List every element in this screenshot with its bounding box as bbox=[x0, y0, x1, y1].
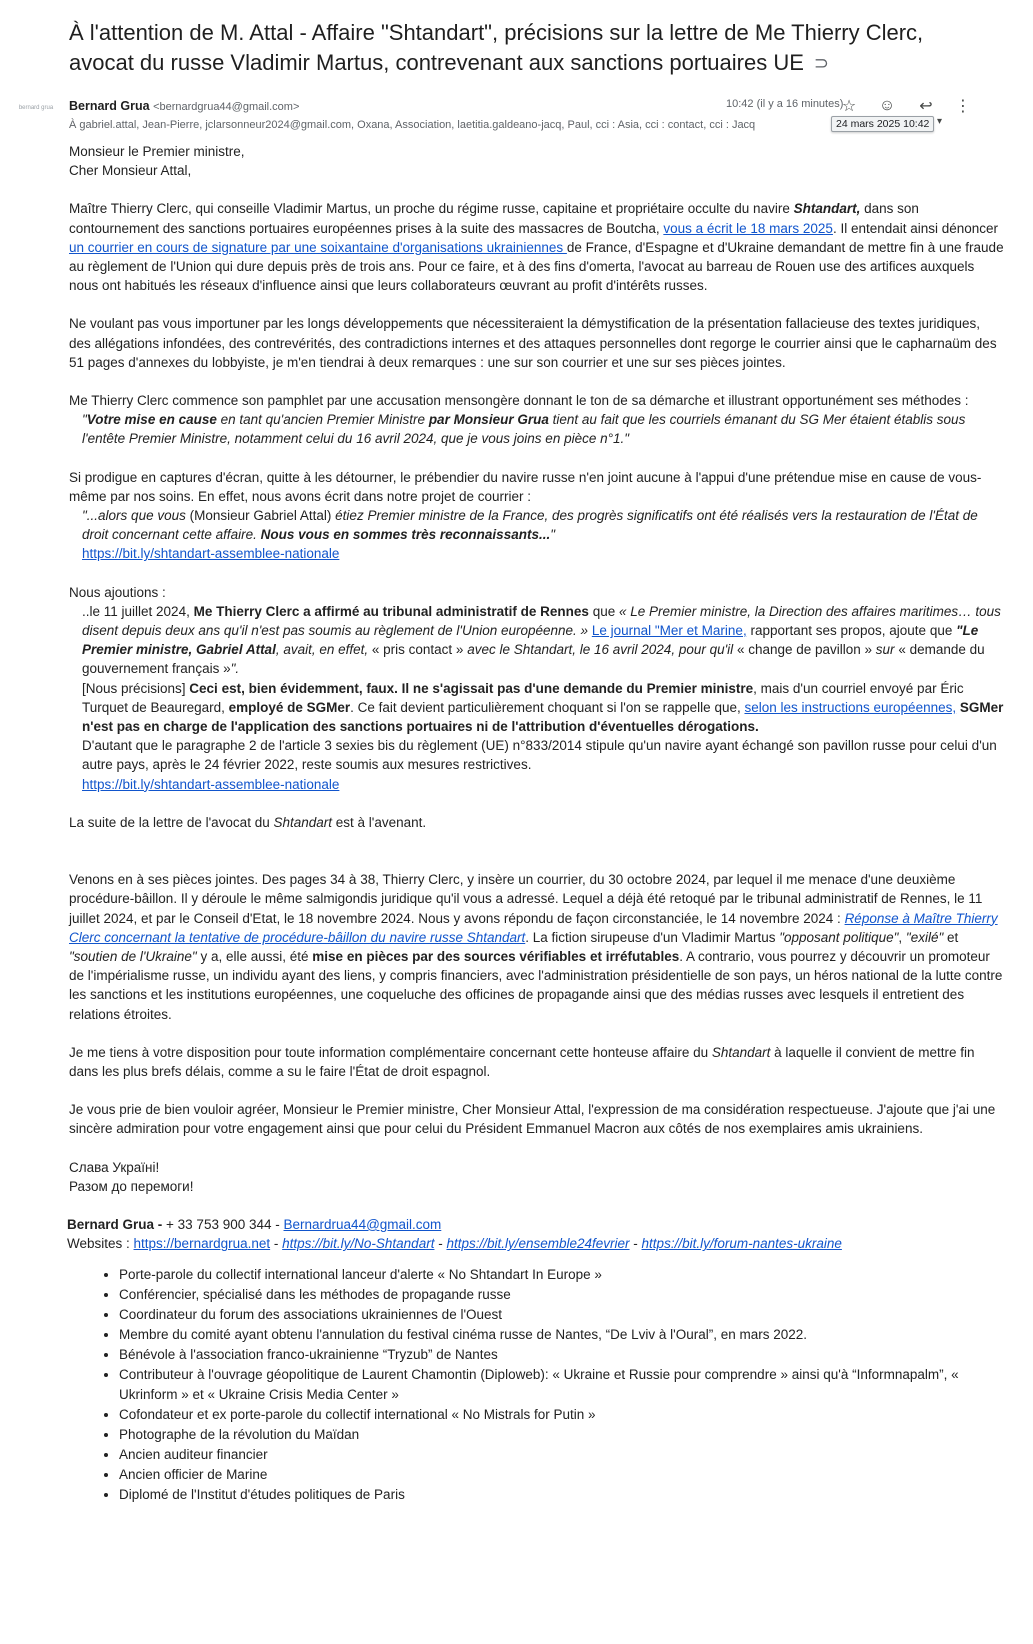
signature bbox=[67, 1215, 1004, 1505]
text: [Nous précisions] bbox=[82, 680, 190, 696]
recipients-line[interactable]: À gabriel.attal, Jean-Pierre, jclarsonneur2024@gmail.com, Oxana, Association, laetitia.galdeano-jacq, Paul, cci : Asia, cci : contact, cci : Jacq bbox=[69, 119, 756, 131]
text: "opposant politique" bbox=[779, 929, 899, 945]
text: - bbox=[270, 1236, 283, 1252]
quote-1 bbox=[82, 410, 1004, 448]
text: , mais d'un courriel envoyé par Éric Turquet de Beauregard, bbox=[82, 680, 964, 715]
text: https://bit.ly/ensemble24fevrier bbox=[446, 1236, 630, 1252]
text: La suite de la lettre de l'avocat du bbox=[69, 814, 274, 830]
paragraph-3 bbox=[69, 391, 1004, 449]
site-link-2[interactable] bbox=[282, 1236, 434, 1251]
text: . A contrario, vous pourrez y découvrir un promoteur de l'impérialisme russe, un individu ayant des liens, y compris financiers, avec l'administration présidentielle de son pays, un héros national de la lutte contre les sanctions et les institutions européennes, une coqueluche des officines de propagande ainsi que des médias russes avec lesquels il entretient des relations étroites. bbox=[69, 948, 1003, 1022]
signature-phone: + 33 753 900 344 - bbox=[166, 1216, 284, 1232]
text: Shtandart bbox=[273, 814, 333, 830]
text: est à l'avenant. bbox=[332, 814, 427, 830]
text: . Ce fait devient particulièrement choquant si l'on se rappelle que, bbox=[350, 699, 745, 715]
text: mise en pièces par des sources vérifiables et irréfutables bbox=[312, 948, 680, 964]
link-instructions[interactable]: selon les instructions européennes, bbox=[744, 699, 957, 715]
list-item: • Bénévole à l'association franco-ukrainienne “Tryzub” de Nantes bbox=[119, 1345, 1004, 1365]
text: Venons en à ses pièces jointes. Des pages 34 à 38, Thierry Clerc, y insère un courrier, du 30 octobre 2024, par lequel il me menace d'une deuxième procédure-bâillon. Il y déroule le même salmigondis juridique qu'il vous a adressé. Lequel a déjà été retoqué par le tribunal administratif de Rennes, le 11 juillet 2024, et par le Conseil d'Etat, le 18 novembre 2024. Nous y avons répondu de façon circonstanciée, le 14 novembre 2024 : bbox=[69, 872, 983, 926]
site-link-1[interactable]: https://bernardgrua.net bbox=[133, 1236, 271, 1252]
paragraph-9: Je vous prie de bien vouloir agréer, Monsieur le Premier ministre, Cher Monsieur Attal, l'expression de ma considération respectueuse. J'ajoute que j'ai une sincère admiration pour votre engagement ainsi que pour celui du Président Emmanuel Macron aux côtés de nos exemplaires amis ukrainiens. bbox=[69, 1102, 996, 1137]
greeting-line-1: Monsieur le Premier ministre, bbox=[69, 144, 245, 159]
text: à laquelle il convient de mettre fin dans les plus brefs délais, comme a su le faire l'État de droit espagnol. bbox=[69, 1044, 975, 1079]
sender-name[interactable]: Bernard Grua bbox=[69, 99, 150, 113]
text: " bbox=[82, 412, 87, 428]
text: que bbox=[588, 603, 619, 619]
text: - bbox=[434, 1236, 447, 1252]
text: SGMer n'est pas en charge de l'application des sanctions portuaires ni de l'attribution d'éventuelles dérogations. bbox=[82, 699, 1004, 735]
emoji-icon[interactable]: ☺ bbox=[878, 97, 896, 114]
label-icon[interactable]: ⊃ bbox=[813, 53, 829, 73]
text: Ceci est, bien évidemment, faux. Il ne s'agissait pas d'une demande du Premier ministre bbox=[189, 680, 754, 696]
text: Réponse à Maître Thierry Clerc concernant la tentative de procédure-bâillon du navire russe Shtandart bbox=[69, 910, 998, 945]
list-item: • Porte-parole du collectif international lanceur d'alerte « No Shtandart In Europe » bbox=[119, 1265, 1004, 1285]
text: Nous ajoutions : bbox=[69, 584, 166, 600]
text: - bbox=[629, 1236, 642, 1252]
text: « Le Premier ministre, la Direction des affaires maritimes… tous disent depuis deux ans qu'il n'est pas soumis au règlement de l'Union européenne. » bbox=[82, 603, 1001, 639]
paragraph-2: Ne voulant pas vous importuner par les longs développements que nécessiteraient la démystification de la présentation fallacieuse des textes juridiques, des allégations infondées, des contrevérités, des contradictions internes et des attaques personnelles dont regorge le courrier ainsi que le capharnaüm des 51 pages d'annexes du lobbyiste, je m'en tiendrai à deux remarques : une sur son courrier et une sur ses pièces jointes. bbox=[69, 316, 997, 370]
text: ". bbox=[230, 661, 240, 677]
text: "Le Premier ministre, Gabriel Attal bbox=[82, 623, 979, 658]
text: y a, elle aussi, été bbox=[196, 948, 313, 964]
email-timestamp: 10:42 (il y a 16 minutes) bbox=[726, 98, 844, 110]
paragraph-6 bbox=[69, 813, 1004, 832]
text: Votre mise en cause bbox=[86, 412, 217, 428]
text: https://bit.ly/forum-nantes-ukraine bbox=[641, 1236, 842, 1252]
link-assemblee[interactable]: https://bit.ly/shtandart-assemblee-nationale bbox=[82, 546, 340, 562]
text: Me Thierry Clerc commence son pamphlet par une accusation mensongère donnant le ton de sa démarche et illustrant opportunément ses méthodes : bbox=[69, 393, 969, 409]
text: "exilé" bbox=[905, 929, 944, 945]
text: et bbox=[943, 929, 959, 945]
text: D'autant que le paragraphe 2 de l'article 3 sexies bis du règlement (UE) n°833/2014 stipule qu'un navire ayant échangé son pavillon russe pour celui d'un autre pays, après le 24 février 2022, reste soumis aux mesures restrictives. bbox=[82, 738, 997, 773]
text: , bbox=[898, 929, 906, 945]
text: sur bbox=[872, 642, 899, 658]
ship-name: Shtandart, bbox=[793, 201, 861, 217]
chevron-down-icon[interactable]: ▾ bbox=[937, 116, 943, 127]
list-item: • Conférencier, spécialisé dans les méthodes de propagande russe bbox=[119, 1285, 1004, 1305]
text: (Monsieur Gabriel Attal) bbox=[185, 508, 336, 524]
text: employé de SGMer bbox=[228, 699, 351, 715]
avatar-text: bernard grua bbox=[18, 105, 54, 111]
text: Разом до перемоги! bbox=[69, 1178, 194, 1194]
signature-list bbox=[67, 1265, 1004, 1505]
text: Nous vous en sommes très reconnaissants... bbox=[260, 527, 551, 543]
text: https://bit.ly/No-Shtandart bbox=[282, 1236, 435, 1252]
greeting-line-2: Cher Monsieur Attal, bbox=[69, 163, 192, 179]
sender-email: <bernardgrua44@gmail.com> bbox=[153, 101, 300, 113]
list-item: • Cofondateur et ex porte-parole du collectif international « No Mistrals for Putin » bbox=[119, 1405, 1004, 1425]
text: tient au fait que les courriels émanant du SG Mer étaient établis sous l'entête Premier Ministre, notamment celui du 16 avril 2024, que je vous joins en pièce n°1." bbox=[82, 412, 966, 447]
text: . La fiction sirupeuse d'un Vladimir Martus bbox=[525, 929, 780, 945]
reply-icon[interactable]: ↩ bbox=[919, 98, 933, 115]
email-subject bbox=[69, 18, 969, 78]
text: Maître Thierry Clerc, qui conseille Vladimir Martus, un proche du régime russe, capitaine et propriétaire occulte du navire bbox=[69, 201, 794, 217]
list-item: • Ancien officier de Marine bbox=[119, 1465, 1004, 1485]
avatar[interactable] bbox=[16, 104, 56, 130]
site-link-4[interactable] bbox=[642, 1236, 842, 1251]
text: Shtandart bbox=[711, 1044, 771, 1060]
paragraph-7 bbox=[69, 870, 1004, 1024]
link-ukrainian-letter[interactable]: un courrier en cours de signature par une soixantaine d'organisations ukrainiennes bbox=[69, 239, 567, 255]
signature-contact bbox=[67, 1215, 1004, 1234]
text: "...alors que vous bbox=[82, 508, 186, 524]
signature-email-link[interactable]: Bernardrua44@gmail.com bbox=[283, 1216, 442, 1232]
link-letter-march[interactable]: vous a écrit le 18 mars 2025 bbox=[663, 220, 833, 236]
link-assemblee-2[interactable]: https://bit.ly/shtandart-assemblee-nationale bbox=[82, 776, 340, 792]
site-link-3[interactable] bbox=[446, 1236, 629, 1251]
paragraph-1 bbox=[69, 199, 1004, 295]
text: ..le 11 juillet 2024, bbox=[82, 603, 194, 619]
paragraph-8 bbox=[69, 1043, 1004, 1081]
text: rapportant ses propos, ajoute que bbox=[746, 623, 957, 639]
text: , avait, en effet, bbox=[275, 642, 372, 658]
timestamp-tooltip: 24 mars 2025 10:42 bbox=[831, 116, 934, 132]
text: « demande du gouvernement français » bbox=[82, 642, 985, 677]
text: "soutien de l'Ukraine" bbox=[69, 948, 197, 964]
list-item: • Membre du comité ayant obtenu l'annulation du festival cinéma russe de Nantes, “De Lviv à l'Oural”, en mars 2022. bbox=[119, 1325, 1004, 1345]
text: Je me tiens à votre disposition pour toute information complémentaire concernant cette honteuse affaire du bbox=[69, 1044, 712, 1060]
closing-ukrainian bbox=[69, 1158, 1004, 1196]
text: Websites : bbox=[67, 1236, 134, 1252]
text: avec le Shtandart, le 16 avril 2024, pour qu'il bbox=[463, 642, 737, 658]
signature-name: Bernard Grua - bbox=[67, 1216, 167, 1232]
link-mer-et-marine[interactable]: Le journal "Mer et Marine, bbox=[591, 623, 747, 639]
text: . Il entendait ainsi dénoncer bbox=[832, 220, 999, 236]
list-item: • Coordinateur du forum des associations ukrainiennes de l'Ouest bbox=[119, 1305, 1004, 1325]
text: de France, d'Espagne et d'Ukraine demandant de mettre fin à une fraude au règlement de l'Union qui dure depuis près de trois ans. Pour ce faire, et à des fins d'omerta, l'avocat au barreau de Rouen use des artifices auxquels nous ont habitués les réseaux d'influence ainsi que leurs collaborateurs œuvrant au profit d'intérêts russes. bbox=[69, 239, 1004, 294]
list-item: • Diplomé de l'Institut d'études politiques de Paris bbox=[119, 1485, 1004, 1505]
list-item: • Contributeur à l'ouvrage géopolitique de Laurent Chamontin (Diploweb): « Ukraine et Russie pour comprendre » ainsi qu'à “Informnapalm”, « Ukrinform » et « Ukraine Crisis Media Center » bbox=[119, 1365, 1004, 1405]
text: Me Thierry Clerc a affirmé au tribunal administratif de Rennes bbox=[193, 603, 589, 619]
greeting bbox=[69, 142, 1004, 180]
text: dans son contournement des sanctions portuaires européennes prises à la suite des massacres de Boutcha, bbox=[69, 201, 919, 236]
text: en tant qu'ancien Premier Ministre bbox=[216, 412, 429, 428]
signature-websites bbox=[67, 1234, 1004, 1253]
quote-2 bbox=[82, 506, 1004, 564]
paragraph-4 bbox=[69, 468, 1004, 564]
subject-title: À l'attention de M. Attal - Affaire "Shtandart", précisions sur la lettre de Me Thierry Clerc, avocat du russe Vladimir Martus, contrevenant aux sanctions portuaires UE bbox=[69, 20, 924, 75]
list-item: • Ancien auditeur financier bbox=[119, 1445, 1004, 1465]
text: par Monsieur Grua bbox=[428, 412, 549, 428]
quote-3 bbox=[82, 602, 1004, 794]
text: « change de pavillon » bbox=[736, 642, 873, 658]
sender-row bbox=[69, 97, 299, 116]
text: Si prodigue en captures d'écran, quitte à les détourner, le prébendier du navire russe n'en joint aucune à l'appui d'une prétendue mise en cause de vous-même par nos soins. En effet, nous avons écrit dans notre projet de courrier : bbox=[69, 469, 982, 504]
text: « pris contact » bbox=[371, 642, 464, 658]
list-item: • Photographe de la révolution du Maïdan bbox=[119, 1425, 1004, 1445]
paragraph-5 bbox=[69, 583, 1004, 794]
star-icon[interactable]: ☆ bbox=[841, 98, 857, 115]
text: Слава Україні! bbox=[69, 1159, 160, 1175]
email-body bbox=[69, 142, 1004, 1505]
text: étiez Premier ministre de la France, des progrès significatifs ont été réalisés vers la restauration de l'État de droit concernant cette affaire. bbox=[82, 508, 978, 543]
more-vertical-icon[interactable]: ⋮ bbox=[955, 98, 971, 115]
text: " bbox=[550, 527, 556, 543]
